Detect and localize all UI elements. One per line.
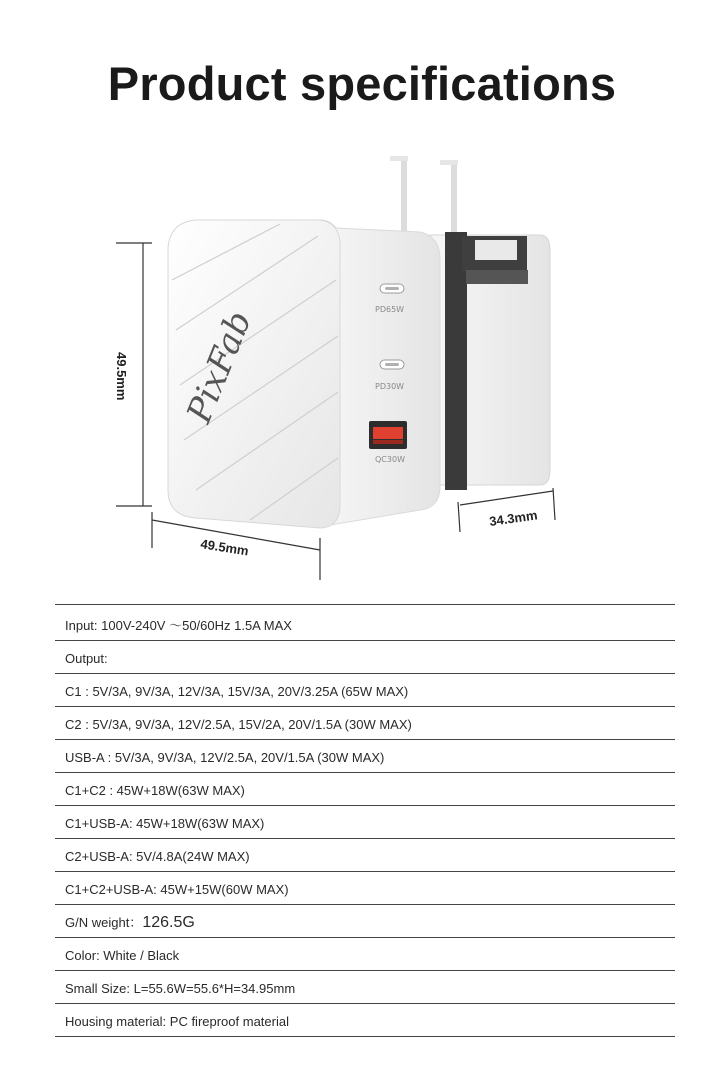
spec-table xyxy=(55,604,675,1037)
depth-label: 34.3mm xyxy=(488,507,539,529)
usb-a-port xyxy=(369,421,407,449)
charger-back-module xyxy=(430,232,550,490)
spec-row-color: Color: White / Black xyxy=(55,938,675,971)
spec-row-c1-usb-a: C1+USB-A: 45W+18W(63W MAX) xyxy=(55,806,675,839)
spec-row-c1: C1 : 5V/3A, 9V/3A, 12V/3A, 15V/3A, 20V/3.25A (65W MAX) xyxy=(55,674,675,707)
width-label: 49.5mm xyxy=(199,536,250,559)
spec-row-weight xyxy=(55,905,675,938)
spec-row-housing: Housing material: PC fireproof material xyxy=(55,1004,675,1037)
spec-row-output: Output: xyxy=(55,641,675,674)
product-illustration xyxy=(0,140,724,600)
brand-logo: PixFab xyxy=(179,305,260,429)
port-label-usb-a: QC30W xyxy=(375,455,405,464)
depth-dimension xyxy=(458,488,555,532)
weight-value: 126.5G xyxy=(142,914,195,931)
spec-row-c1-c2-usb-a: C1+C2+USB-A: 45W+15W(60W MAX) xyxy=(55,872,675,905)
spec-row-c2-usb-a: C2+USB-A: 5V/4.8A(24W MAX) xyxy=(55,839,675,872)
charger-drawing xyxy=(0,140,724,600)
usb-c-port-1 xyxy=(380,284,404,293)
port-label-c1: PD65W xyxy=(375,305,405,314)
spec-row-input: Input: 100V-240V ～50/60Hz 1.5A MAX xyxy=(55,605,675,641)
spec-row-c2: C2 : 5V/3A, 9V/3A, 12V/2.5A, 15V/2A, 20V/1.5A (30W MAX) xyxy=(55,707,675,740)
spec-row-usb-a: USB-A : 5V/3A, 9V/3A, 12V/2.5A, 20V/1.5A (30W MAX) xyxy=(55,740,675,773)
spec-row-size: Small Size: L=55.6W=55.6*H=34.95mm xyxy=(55,971,675,1004)
weight-label: G/N weight： xyxy=(65,915,143,930)
height-dimension xyxy=(114,243,152,506)
port-label-c2: PD30W xyxy=(375,382,405,391)
usb-c-port-2 xyxy=(380,360,404,369)
spec-row-c1-c2: C1+C2 : 45W+18W(63W MAX) xyxy=(55,773,675,806)
height-label: 49.5mm xyxy=(114,352,129,401)
charger-body-front xyxy=(168,220,340,528)
page-title: Product specifications xyxy=(107,57,617,110)
